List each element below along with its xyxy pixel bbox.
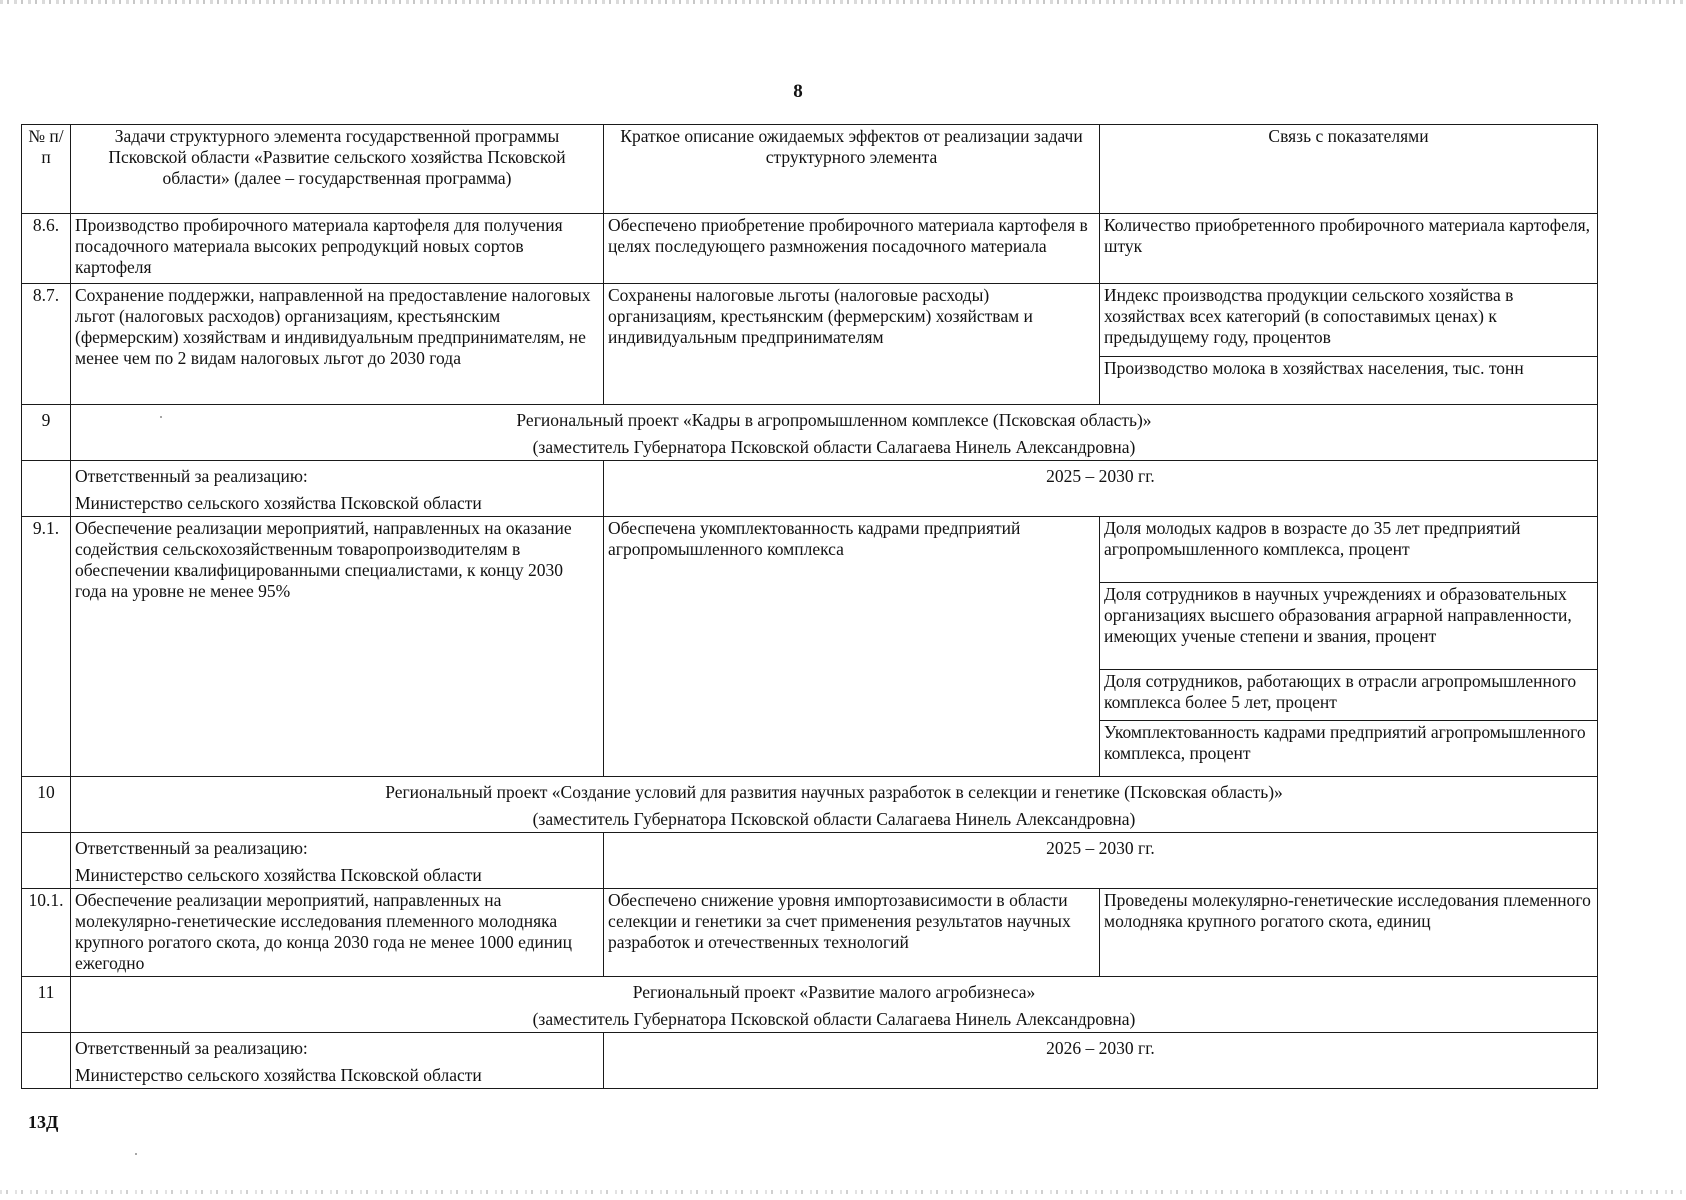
responsible-cell [71,833,604,889]
indicators-cell [1100,889,1598,977]
responsible-cell [71,1033,604,1089]
indicator-item: Производство молока в хозяйствах населения, тыс. тонн [1104,358,1524,378]
scan-speck [160,416,162,418]
project-row [22,977,1598,1033]
col-header-tasks: Задачи структурного элемента государственной программы Псковской области «Развитие сельского хозяйства Псковской области» (далее – государственная программа) [71,125,604,214]
indicator-item: Проведены молекулярно-генетические исследования племенного молодняка крупного рогатого скота, единиц [1104,890,1591,931]
indicator-item: Доля сотрудников в научных учреждениях и образовательных организациях высшего образования аграрной направленности, имеющих ученые степени и звания, процент [1100,583,1597,670]
implementation-period: 2026 – 2030 гг. [1046,1038,1155,1058]
program-tasks-table [21,124,1598,1089]
empty-number-cell [22,833,71,889]
project-curator: (заместитель Губернатора Псковской области Салагаева Нинель Александровна) [532,809,1136,829]
empty-number-cell [22,1033,71,1089]
empty-number-cell [22,461,71,517]
project-row [22,777,1598,833]
project-curator: (заместитель Губернатора Псковской области Салагаева Нинель Александровна) [532,1009,1136,1029]
responsible-org: Министерство сельского хозяйства Псковской области [75,493,482,513]
project-row [22,405,1598,461]
responsible-label: Ответственный за реализацию: [75,1038,308,1058]
responsible-cell [71,461,604,517]
row-number: 8.7. [22,284,71,405]
responsible-row [22,833,1598,889]
project-title-cell [71,977,1598,1033]
scan-edge-top [0,0,1686,4]
responsible-row [22,461,1598,517]
row-number: 10.1. [22,889,71,977]
project-title-cell [71,777,1598,833]
project-number: 9 [41,410,51,430]
scan-edge-bottom [0,1190,1686,1194]
indicators-cell [1100,517,1598,777]
row-number [22,405,71,461]
col-header-number: № п/п [22,125,71,214]
col-header-indicators: Связь с показателями [1100,125,1598,214]
task-cell: Обеспечение реализации мероприятий, направленных на молекулярно-генетические исследования племенного молодняка крупного рогатого скота, до конца 2030 года не менее 1000 единиц ежегодно [71,889,604,977]
implementation-period: 2025 – 2030 гг. [1046,838,1155,858]
indicator-item: Количество приобретенного пробирочного материала картофеля, штук [1104,215,1591,256]
table-row [22,214,1598,284]
indicator-item: Индекс производства продукции сельского хозяйства в хозяйствах всех категорий (в сопоставимых ценах) к предыдущему году, процентов [1100,284,1597,357]
col-header-effects: Краткое описание ожидаемых эффектов от реализации задачи структурного элемента [604,125,1100,214]
indicator-item: Доля сотрудников, работающих в отрасли агропромышленного комплекса более 5 лет, процент [1100,670,1597,721]
row-number [22,977,71,1033]
project-title: Региональный проект «Кадры в агропромышленном комплексе (Псковская область)» [516,410,1152,430]
scan-speck [135,1153,137,1155]
effect-cell: Обеспечено приобретение пробирочного материала картофеля в целях последующего размножения посадочного материала [604,214,1100,284]
indicators-cell [1100,214,1598,284]
task-cell: Сохранение поддержки, направленной на предоставление налоговых льгот (налоговых расходов) организациям, крестьянским (фермерским) хозяйствам и индивидуальным предпринимателям, не менее чем по 2 видам налоговых льгот до 2030 года [71,284,604,405]
document-code: 13Д [28,1112,59,1132]
row-number: 8.6. [22,214,71,284]
effect-cell: Обеспечена укомплектованность кадрами предприятий агропромышленного комплекса [604,517,1100,777]
table-row [22,517,1598,777]
indicator-item: Укомплектованность кадрами предприятий агропромышленного комплекса, процент [1104,722,1586,763]
indicators-cell [1100,284,1598,405]
project-number: 11 [37,982,55,1002]
project-title: Региональный проект «Развитие малого агробизнеса» [632,982,1036,1002]
period-cell [604,1033,1598,1089]
page-number: 8 [793,81,803,102]
responsible-org: Министерство сельского хозяйства Псковской области [75,865,482,885]
project-number: 10 [37,782,55,802]
responsible-row [22,1033,1598,1089]
project-curator: (заместитель Губернатора Псковской области Салагаева Нинель Александровна) [532,437,1136,457]
responsible-org: Министерство сельского хозяйства Псковской области [75,1065,482,1085]
task-cell: Обеспечение реализации мероприятий, направленных на оказание содействия сельскохозяйственным товаропроизводителям в обеспечении квалифицированными специалистами, к концу 2030 года на уровне не менее 95% [71,517,604,777]
period-cell [604,461,1598,517]
indicator-item: Доля молодых кадров в возрасте до 35 лет предприятий агропромышленного комплекса, процент [1100,517,1597,583]
effect-cell: Сохранены налоговые льготы (налоговые расходы) организациям, крестьянским (фермерским) хозяйствам и индивидуальным предпринимателям [604,284,1100,405]
implementation-period: 2025 – 2030 гг. [1046,466,1155,486]
table-header-row [22,125,1598,214]
responsible-label: Ответственный за реализацию: [75,466,308,486]
responsible-label: Ответственный за реализацию: [75,838,308,858]
row-number: 9.1. [22,517,71,777]
task-cell: Производство пробирочного материала картофеля для получения посадочного материала высоких репродукций новых сортов картофеля [71,214,604,284]
table-row [22,284,1598,405]
table-row [22,889,1598,977]
period-cell [604,833,1598,889]
project-title: Региональный проект «Создание условий для развития научных разработок в селекции и генетике (Псковская область)» [385,782,1283,802]
effect-cell: Обеспечено снижение уровня импортозависимости в области селекции и генетики за счет применения результатов научных разработок и отечественных технологий [604,889,1100,977]
project-title-cell [71,405,1598,461]
row-number [22,777,71,833]
